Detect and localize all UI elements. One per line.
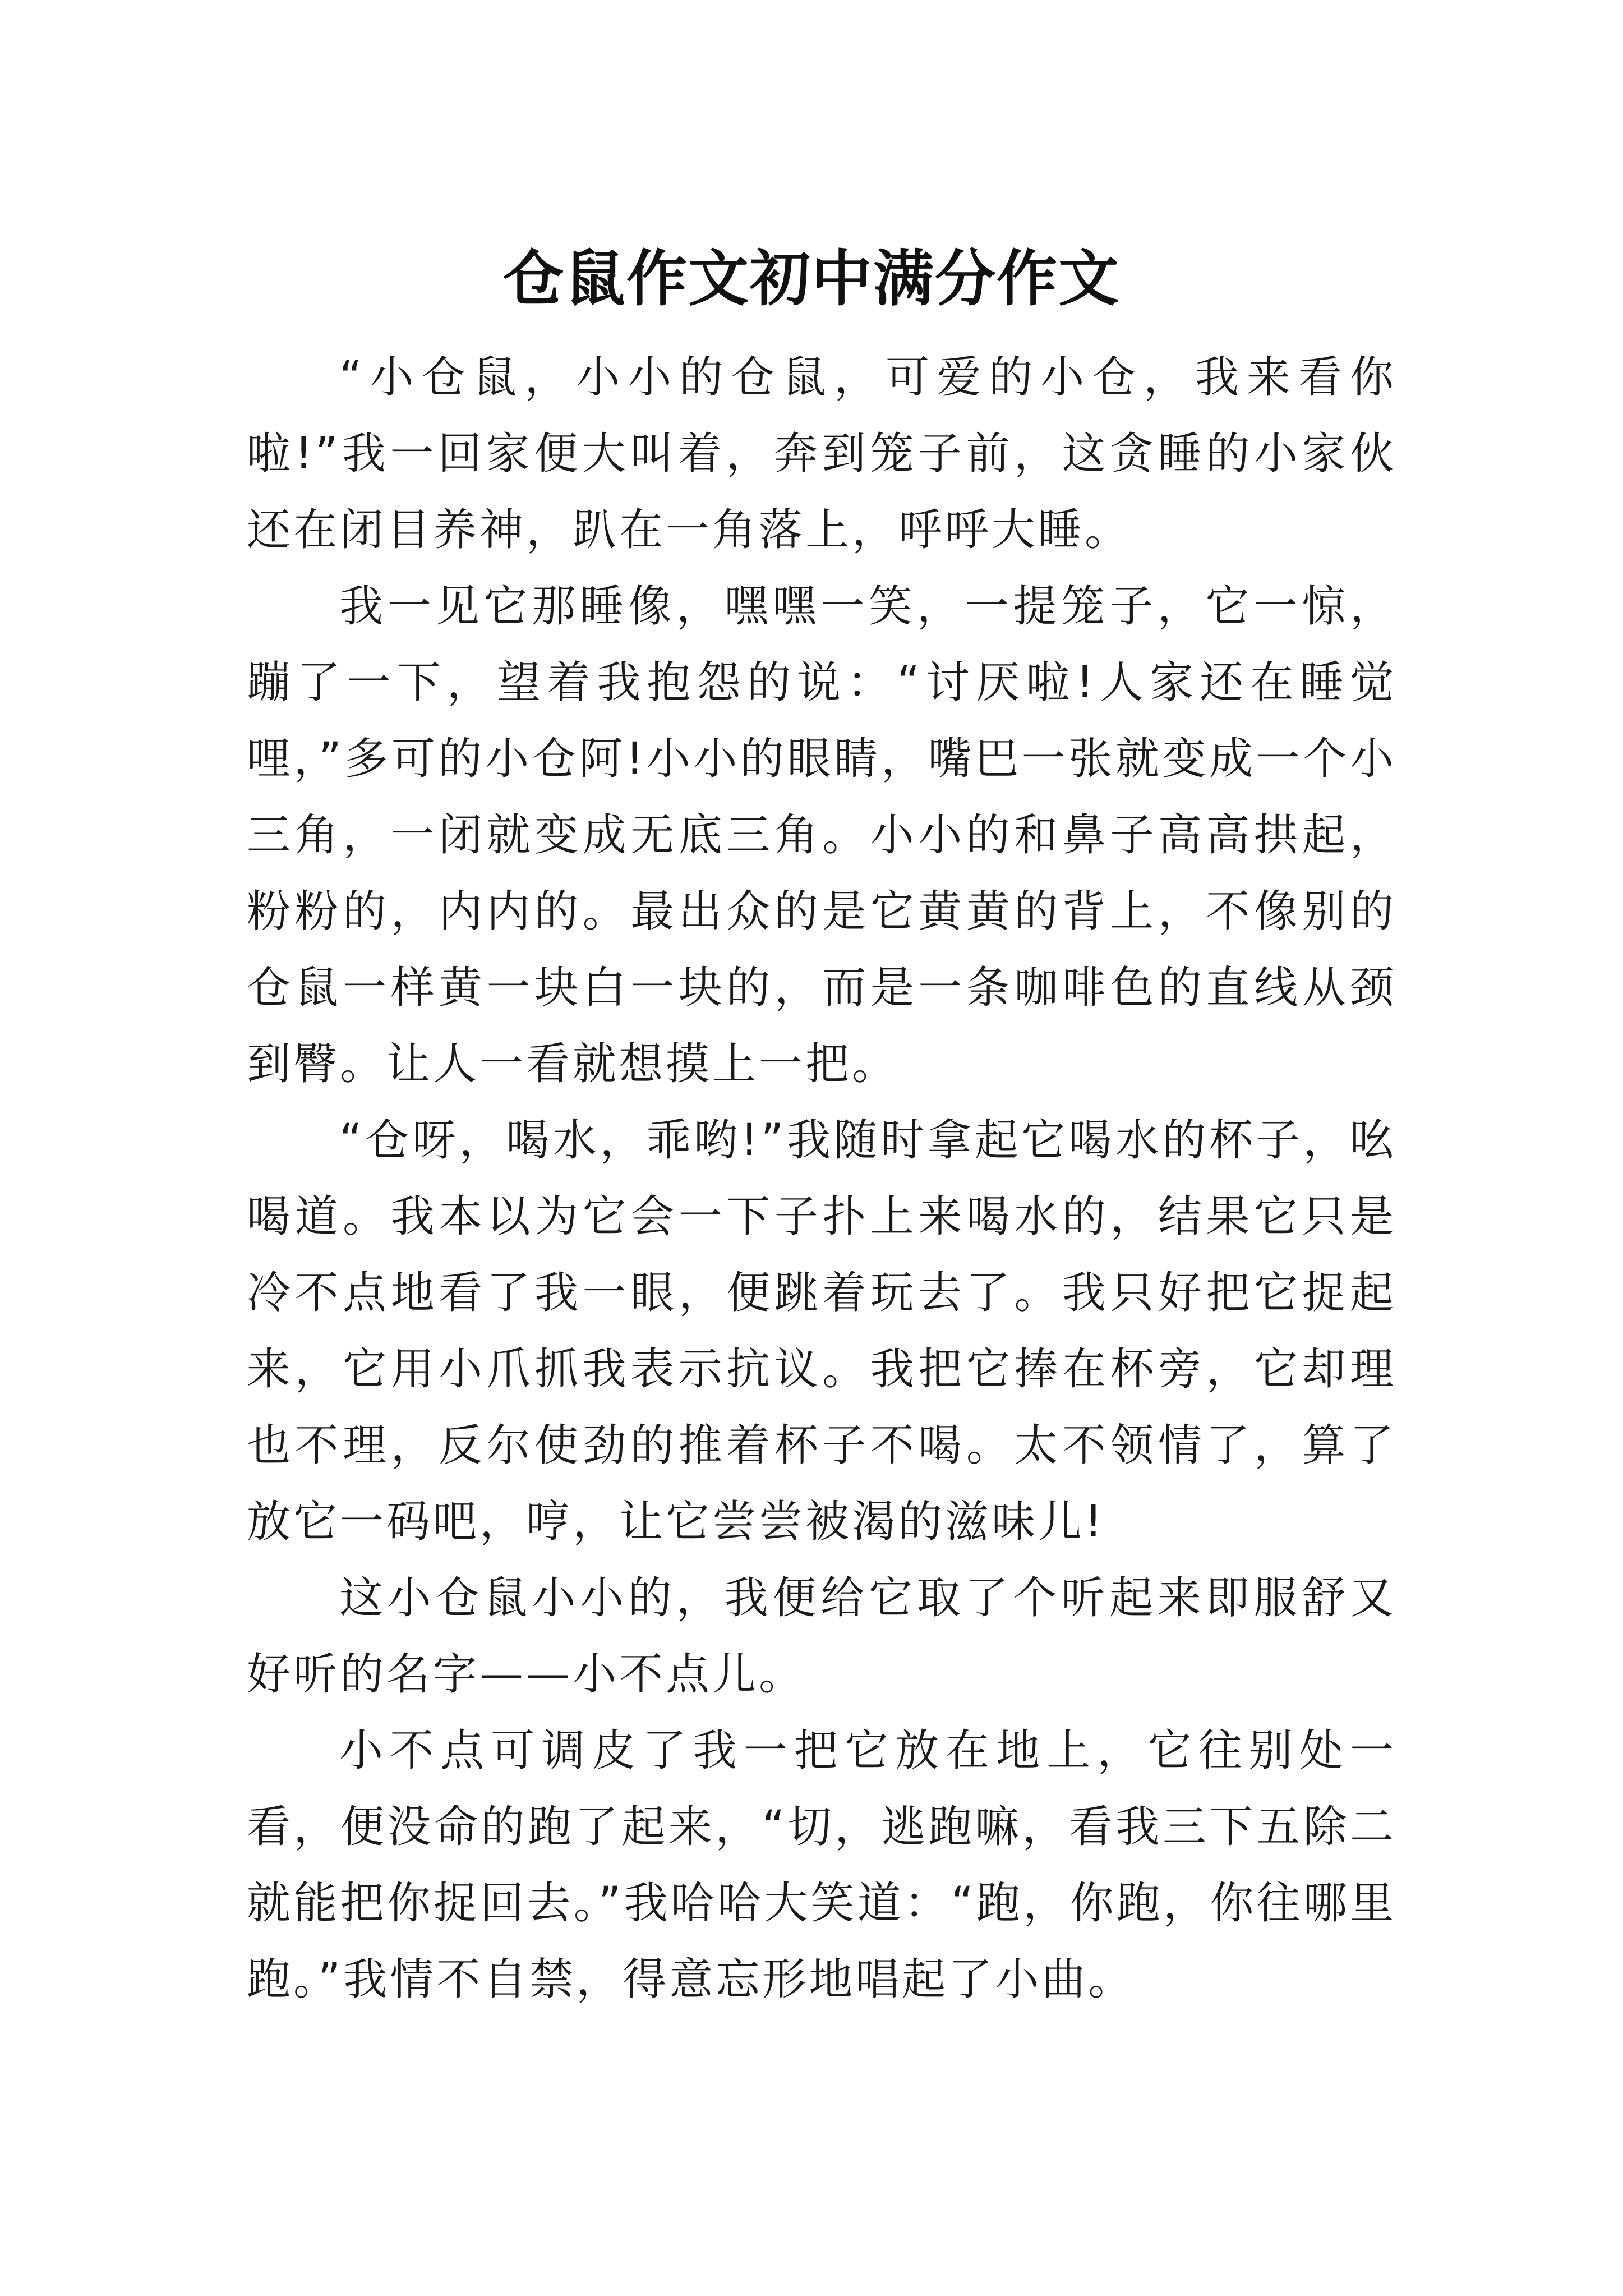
paragraph-4: 这小仓鼠小小的，我便给它取了个听起来即服舒又好听的名字——小不点儿。 — [247, 1573, 1396, 1700]
paragraph-1: “小仓鼠，小小的仓鼠，可爱的小仓，我来看你啦!”我一回家便大叫着，奔到笼子前，这贪睡的小家伙还在闭目养神，趴在一角落上，呼呼大睡。 — [247, 352, 1396, 555]
paragraph-2: 我一见它那睡像，嘿嘿一笑，一提笼子，它一惊，蹦了一下，望着我抱怨的说：“讨厌啦!人家还在睡觉哩，”多可的小仓阿!小小的眼睛，嘴巴一张就变成一个小三角，一闭就变成无底三角。小小的和鼻子高高拱起，粉粉的，内内的。最出众的是它黄黄的背上，不像别的仓鼠一样黄一块白一块的，而是一条咖啡色的直线从颈到臀。让人一看就想摸上一把。 — [247, 581, 1396, 1089]
paragraph-3: “仓呀，喝水，乖哟!”我随时拿起它喝水的杯子，吆喝道。我本以为它会一下子扑上来喝水的，结果它只是冷不点地看了我一眼，便跳着玩去了。我只好把它捉起来，它用小爪抓我表示抗议。我把它捧在杯旁，它却理也不理，反尔使劲的推着杯子不喝。太不领情了，算了放它一码吧，哼，让它尝尝被渴的滋味儿! — [247, 1115, 1396, 1547]
document-body — [247, 339, 1396, 2018]
document-title: 仓鼠作文初中满分作文 — [502, 243, 1120, 315]
paragraph-5: 小不点可调皮了我一把它放在地上，它往别处一看，便没命的跑了起来，“切，逃跑嘛，看我三下五除二就能把你捉回去。”我哈哈大笑道：“跑，你跑，你往哪里跑。”我情不自禁，得意忘形地唱起了小曲。 — [247, 1726, 1396, 2005]
